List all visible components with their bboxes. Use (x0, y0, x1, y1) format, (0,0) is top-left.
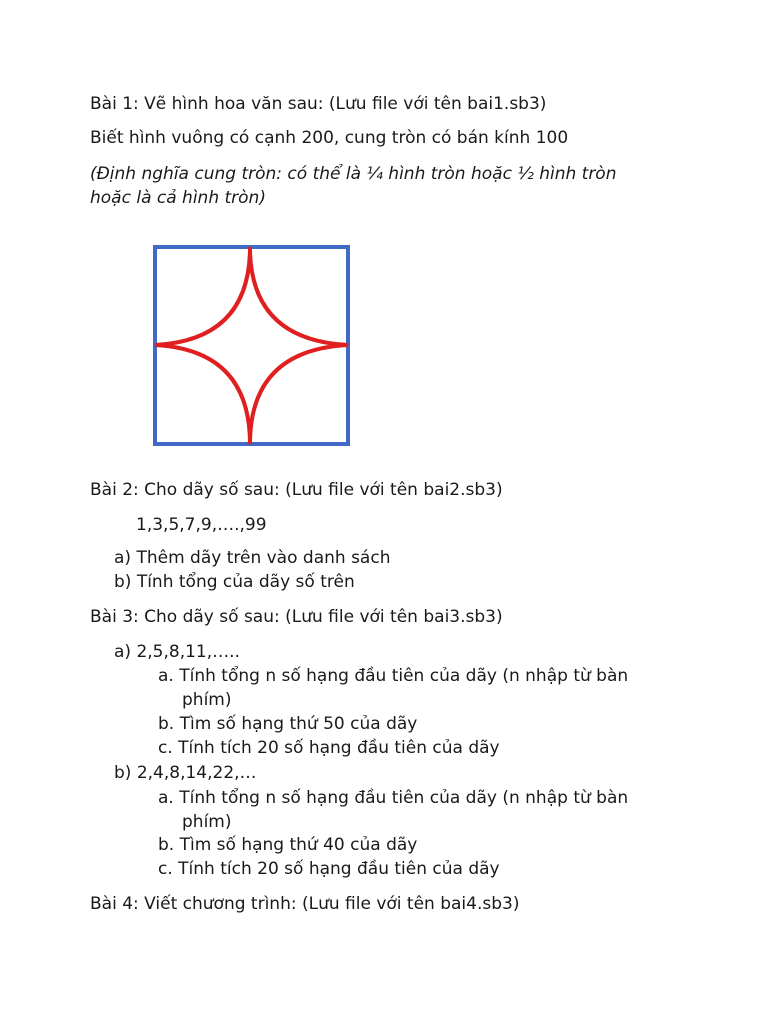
bai3-part-b-sub-a-line1: a. Tính tổng n số hạng đầu tiên của dãy (n nhập từ bàn (158, 788, 629, 808)
bai3-title: Bài 3: Cho dãy số sau: (Lưu file với tên bai3.sb3) (90, 607, 503, 627)
bai3-part-a-sub-a-line2: phím) (182, 690, 232, 710)
bai2-title: Bài 2: Cho dãy số sau: (Lưu file với tên bai2.sb3) (90, 480, 503, 500)
bai1-note-line1: (Định nghĩa cung tròn: có thể là ¼ hình tròn hoặc ½ hình tròn (90, 164, 617, 184)
bai2-sequence: 1,3,5,7,9,….,99 (136, 515, 267, 535)
bai1-note-line2: hoặc là cả hình tròn) (90, 188, 266, 208)
bai3-part-b-sub-a-line2: phím) (182, 812, 232, 832)
bai3-part-a-sub-b: b. Tìm số hạng thứ 50 của dãy (158, 714, 418, 734)
bai4-title: Bài 4: Viết chương trình: (Lưu file với tên bai4.sb3) (90, 894, 520, 914)
bai3-part-a-sub-c: c. Tính tích 20 số hạng đầu tiên của dãy (158, 738, 500, 758)
bai3-part-b-sub-b: b. Tìm số hạng thứ 40 của dãy (158, 835, 418, 855)
bai3-part-b-sub-c: c. Tính tích 20 số hạng đầu tiên của dãy (158, 859, 500, 879)
bai2-item-a: a) Thêm dãy trên vào danh sách (114, 548, 391, 568)
astroid-figure (150, 240, 355, 450)
bai2-item-b: b) Tính tổng của dãy số trên (114, 572, 355, 592)
bai1-title: Bài 1: Vẽ hình hoa văn sau: (Lưu file với tên bai1.sb3) (90, 94, 547, 114)
figure-arcs (155, 247, 348, 444)
bai1-given: Biết hình vuông có cạnh 200, cung tròn có bán kính 100 (90, 128, 569, 148)
bai3-part-a-label: a) 2,5,8,11,….. (114, 642, 240, 662)
bai3-part-b-label: b) 2,4,8,14,22,… (114, 763, 257, 783)
bai3-part-a-sub-a-line1: a. Tính tổng n số hạng đầu tiên của dãy (n nhập từ bàn (158, 666, 629, 686)
